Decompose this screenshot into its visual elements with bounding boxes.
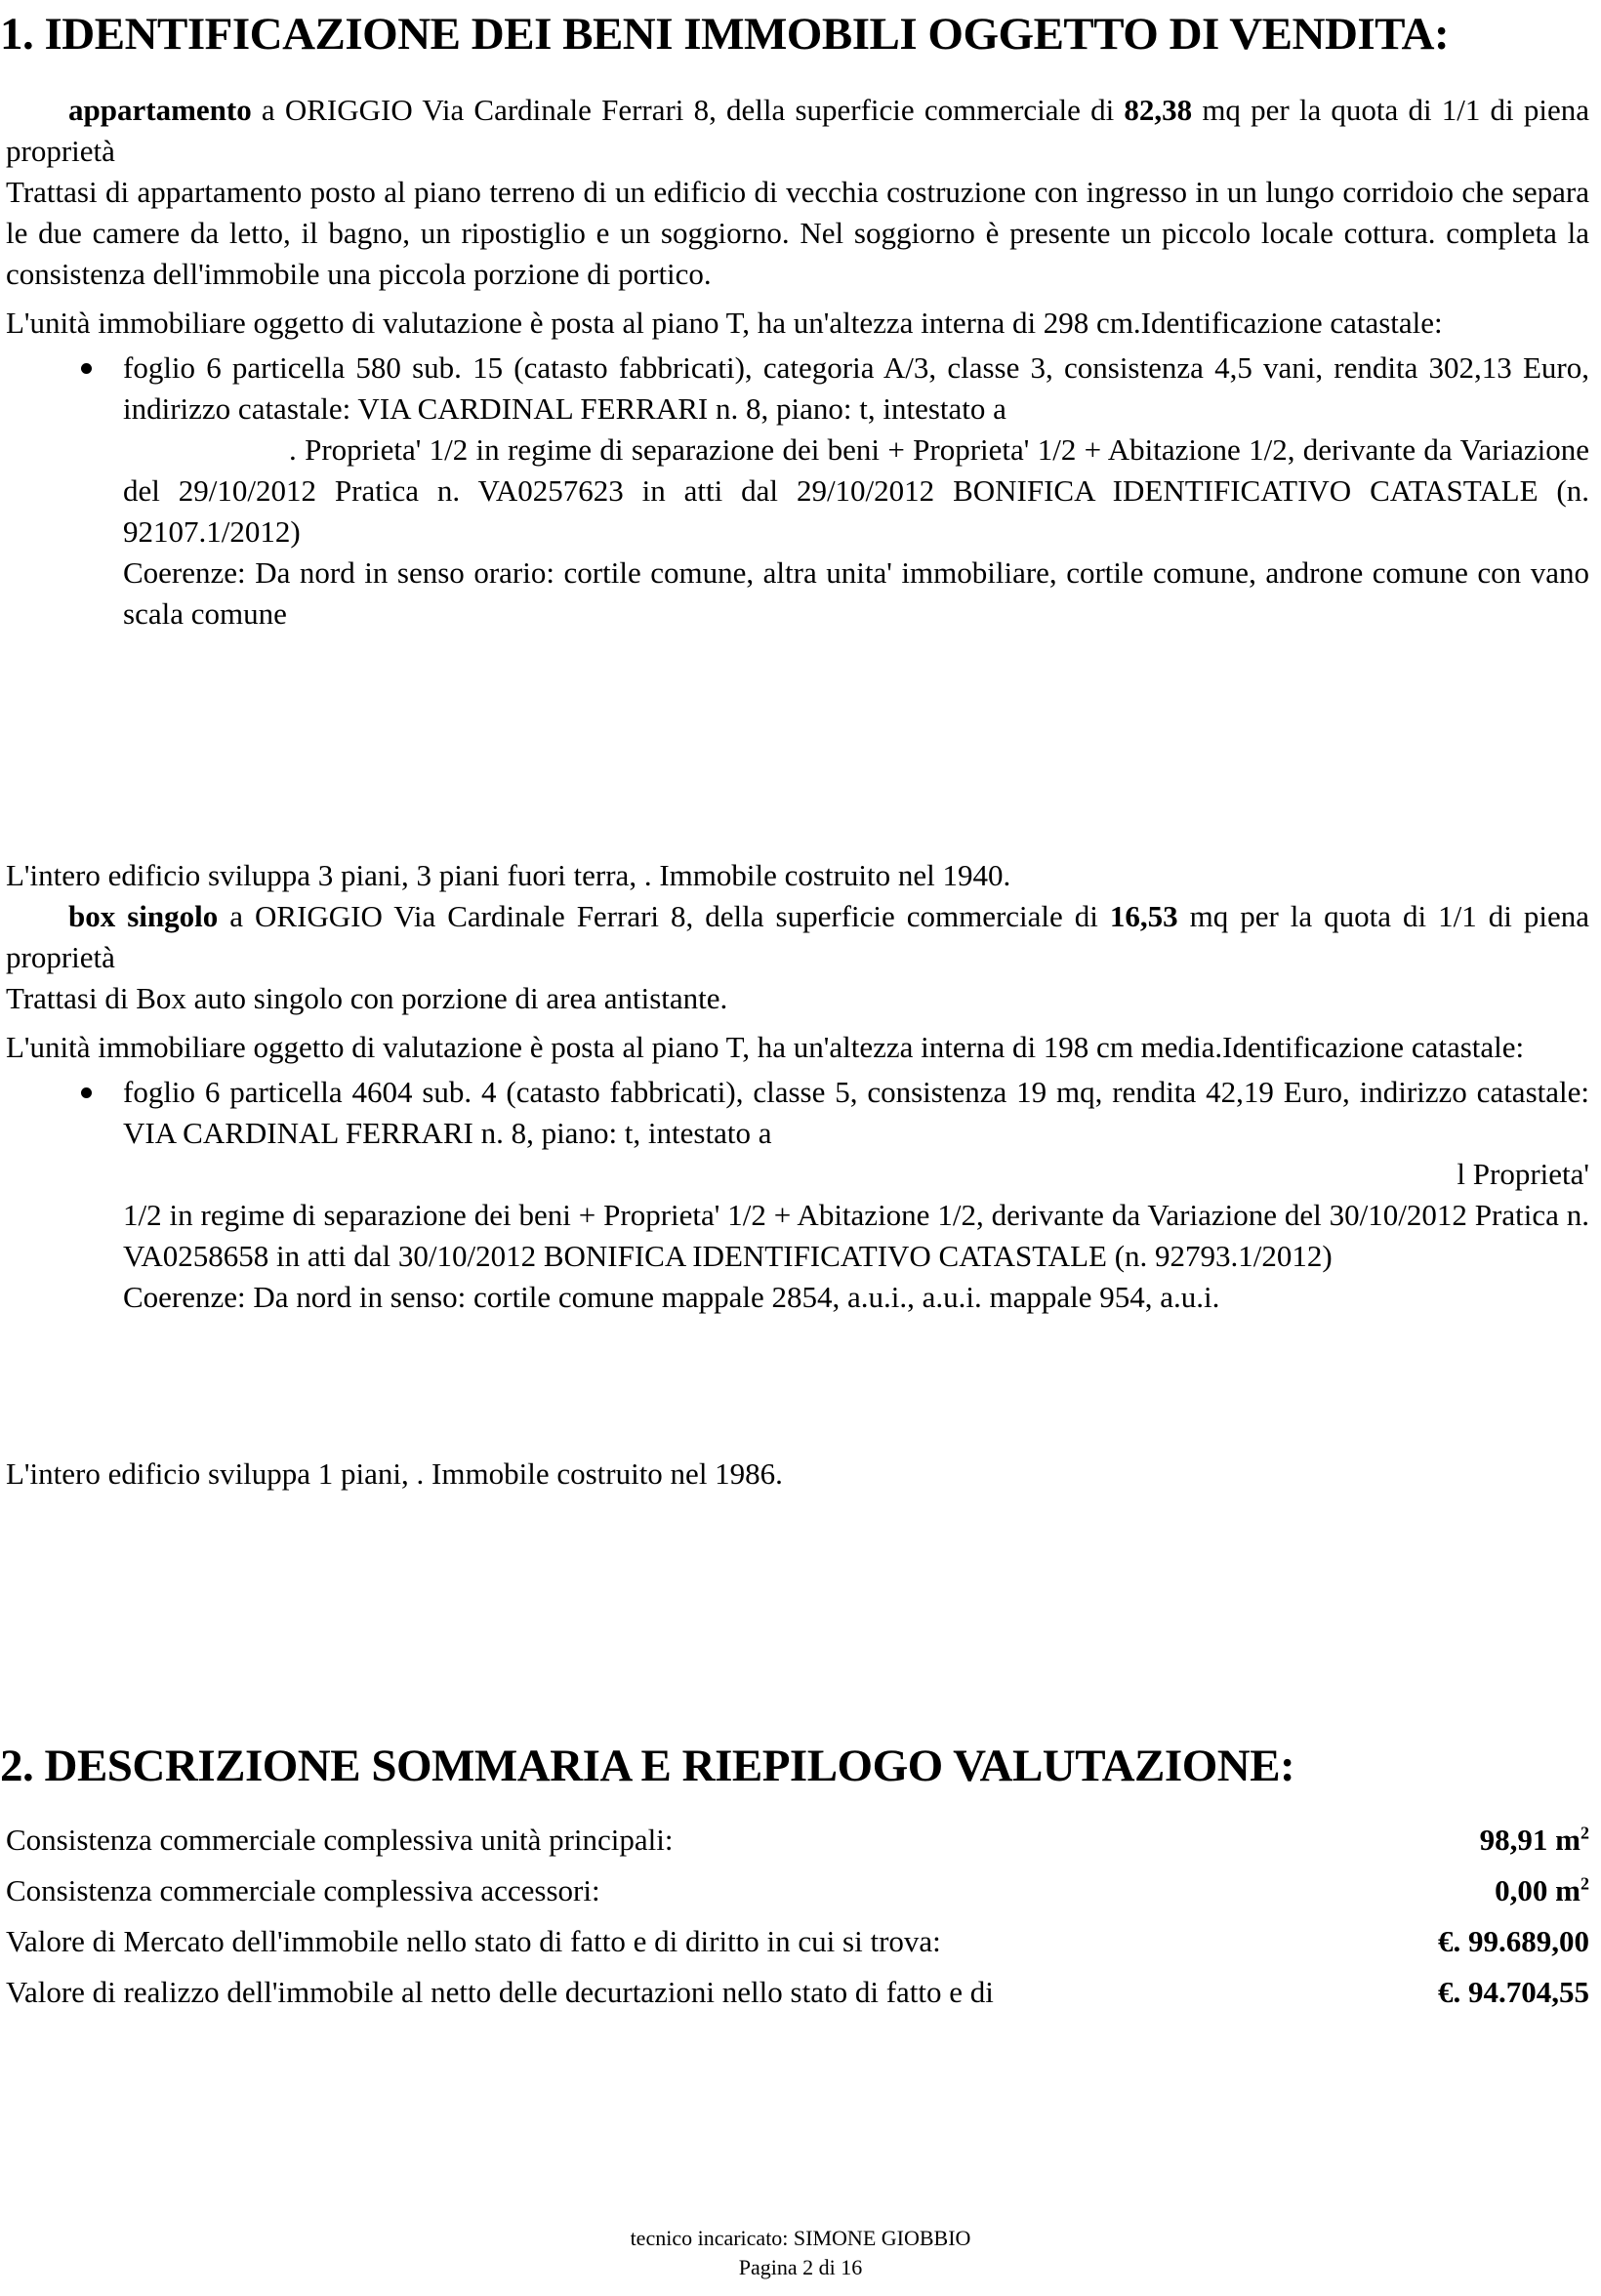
box-cadastre-item <box>6 1072 1589 1154</box>
summary-value: 98,91 $m^2$ <box>1479 1823 1589 1857</box>
box-description: Trattasi di Box auto singolo con porzione di area antistante. <box>6 981 728 1015</box>
apartment-owner-mark: . <box>289 432 297 467</box>
summary-row <box>6 1870 1589 1919</box>
summary-row <box>6 1972 1589 2021</box>
box-section <box>6 896 1589 1318</box>
section-1-heading: 1. IDENTIFICAZIONE DEI BENI IMMOBILI OGGETTO DI VENDITA: <box>0 9 1450 60</box>
summary-label: Consistenza commerciale complessiva accessori: <box>6 1873 600 1907</box>
summary-value: €. 94.704,55 <box>1438 1975 1589 2009</box>
bullet-icon <box>81 1087 92 1098</box>
summary-label: Consistenza commerciale complessiva unità principali: <box>6 1823 674 1857</box>
box-coerenze: Coerenze: Da nord in senso: cortile comune mappale 2854, a.u.i., a.u.i. mappale 954, a.u.i. <box>123 1280 1220 1314</box>
footer-page-number: Pagina 2 di 16 <box>738 2255 863 2279</box>
box-area: 16,53 <box>1109 899 1178 933</box>
apartment-unit-info: L'unità immobiliare oggetto di valutazione è posta al piano T, ha un'altezza interna di 298 cm.Identificazione catastale: <box>6 306 1443 340</box>
summary-value: €. 99.689,00 <box>1438 1924 1589 1958</box>
apartment-cadastre-main: foglio 6 particella 580 sub. 15 (catasto fabbricati), categoria A/3, classe 3, consistenza 4,5 vani, rendita 302,13 Euro, indirizzo catastale: VIA CARDINAL FERRARI n. 8, piano: t, intestato a <box>123 350 1589 426</box>
apartment-area: 82,38 <box>1124 93 1193 127</box>
apartment-cadastre-item <box>6 348 1589 430</box>
box-quota: mq per la quota di 1/1 di piena proprietà <box>6 899 1589 974</box>
box-cadastre-right: l Proprieta' <box>1457 1157 1589 1191</box>
box-building: L'intero edificio sviluppa 1 piani, . Immobile costruito nel 1986. <box>6 1456 783 1491</box>
apartment-coerenze: Coerenze: Da nord in senso orario: cortile comune, altra unita' immobiliare, cortile comune, androne comune con vano scala comune <box>123 555 1589 631</box>
footer-technician: tecnico incaricato: SIMONE GIOBBIO <box>630 2226 971 2250</box>
summary-value: 0,00 $m^2$ <box>1495 1873 1589 1907</box>
box-cadastre-main: foglio 6 particella 4604 sub. 4 (catasto fabbricati), classe 5, consistenza 19 mq, rendita 42,19 Euro, indirizzo catastale: VIA CARDINAL FERRARI n. 8, piano: t, intestato a <box>123 1075 1589 1150</box>
apartment-owner-text: Proprieta' 1/2 in regime di separazione dei beni + Proprieta' 1/2 + Abitazione 1/2, derivante da Variazione del 29/10/2012 Pratica n. VA0257623 in atti dal 29/10/2012 BONIFICA IDENTIFICATIVO CATASTALE (n. 92107.1/2012) <box>123 432 1589 549</box>
apartment-section <box>6 90 1589 635</box>
box-kind: box singolo <box>68 899 219 933</box>
summary-label: Valore di Mercato dell'immobile nello stato di fatto e di diritto in cui si trova: <box>6 1924 941 1958</box>
apartment-quota: mq per la quota di 1/1 di piena proprietà <box>6 93 1589 168</box>
summary-row <box>6 1820 1589 1868</box>
summary-label: Valore di realizzo dell'immobile al netto delle decurtazioni nello stato di fatto e di <box>6 1975 994 2009</box>
apartment-intro <box>6 90 1589 172</box>
box-unit-info: L'unità immobiliare oggetto di valutazione è posta al piano T, ha un'altezza interna di 198 cm media.Identificazione catastale: <box>6 1030 1525 1064</box>
apartment-cadastre-owner <box>6 430 1589 553</box>
apartment-building: L'intero edificio sviluppa 3 piani, 3 piani fuori terra, . Immobile costruito nel 1940. <box>6 858 1011 892</box>
box-intro <box>6 896 1589 978</box>
apartment-cadastre-list <box>6 348 1589 430</box>
apartment-kind: appartamento <box>68 93 252 127</box>
section-2-heading: 2. DESCRIZIONE SOMMARIA E RIEPILOGO VALUTAZIONE: <box>0 1741 1295 1791</box>
apartment-description: Trattasi di appartamento posto al piano terreno di un edificio di vecchia costruzione con ingresso in un lungo corridoio che separa le due camere da letto, il bagno, un ripostiglio e un soggiorno. Nel soggiorno è presente un piccolo locale cottura. completa la consistenza dell'immobile una piccola porzione di portico. <box>6 175 1589 291</box>
bullet-icon <box>81 363 92 374</box>
box-cadastre-list <box>6 1072 1589 1154</box>
summary-row <box>6 1921 1589 1970</box>
apartment-location: a ORIGGIO Via Cardinale Ferrari 8, della superficie commerciale di <box>251 93 1125 127</box>
box-location: a ORIGGIO Via Cardinale Ferrari 8, della superficie commerciale di <box>218 899 1110 933</box>
box-cadastre-owner: 1/2 in regime di separazione dei beni + Proprieta' 1/2 + Abitazione 1/2, derivante da Variazione del 30/10/2012 Pratica n. VA0258658 in atti dal 30/10/2012 BONIFICA IDENTIFICATIVO CATASTALE (n. 92793.1/2012) <box>123 1198 1589 1273</box>
